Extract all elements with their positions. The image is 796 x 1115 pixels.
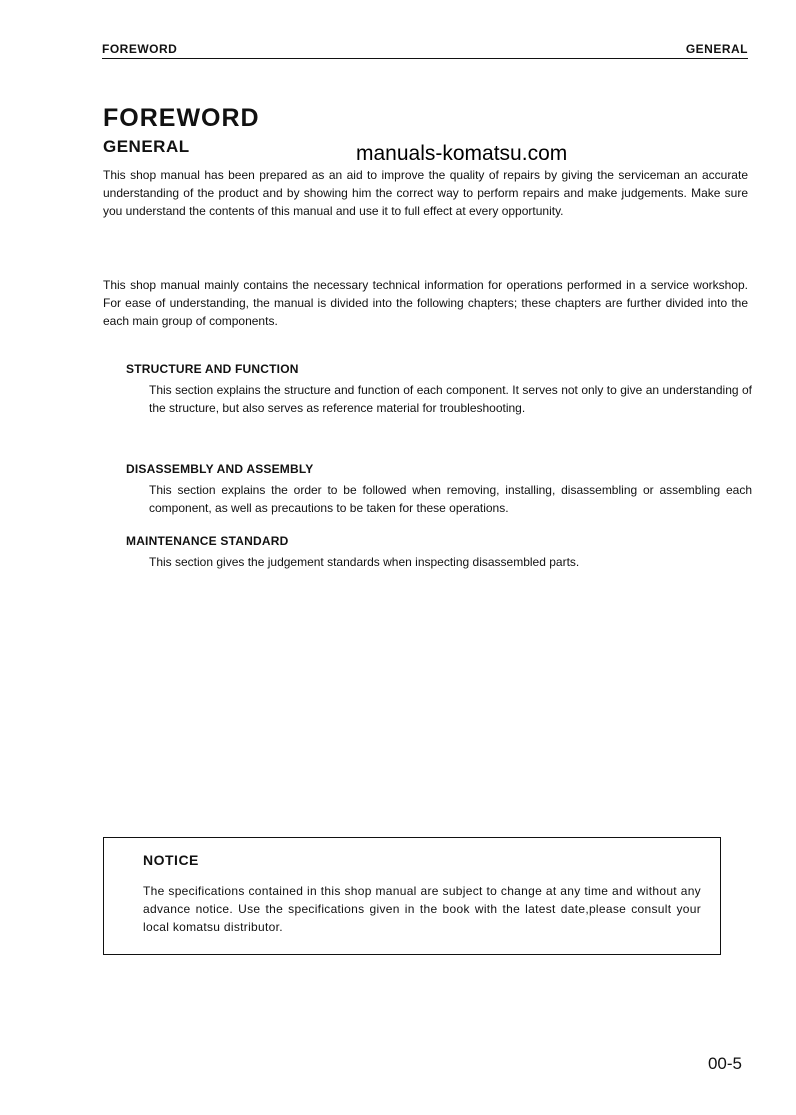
page-number: 00-5 (707, 1054, 742, 1073)
page-title: FOREWORD (103, 104, 260, 132)
running-header (102, 40, 748, 59)
notice-body: The specifications contained in this shop manual are subject to change at any time and without any advance notice. Use the specifications given in the book with the latest date,please consult your local komatsu distributor. (143, 884, 701, 934)
header-chapter-label: GENERAL (685, 42, 748, 56)
watermark-text: manuals-komatsu.com (356, 142, 568, 165)
section-heading-maintenance: MAINTENANCE STANDARD (126, 534, 289, 548)
section-body-disassembly: This section explains the order to be followed when removing, installing, disassembling or assembling each component, as well as precautions to be taken for these operations. (149, 483, 752, 515)
notice-title: NOTICE (143, 852, 199, 868)
intro-paragraph: This shop manual has been prepared as an aid to improve the quality of repairs by giving the serviceman an accurate understanding of the product and by showing him the correct way to perform repairs and make judgements. Make sure you understand the contents of this manual and use it to full effect at every opportunity. (103, 168, 748, 218)
header-section-label: FOREWORD (102, 42, 178, 56)
section-heading-structure: STRUCTURE AND FUNCTION (126, 362, 299, 376)
page-subtitle: GENERAL (103, 137, 190, 156)
section-body-maintenance: This section gives the judgement standards when inspecting disassembled parts. (149, 555, 580, 569)
section-heading-disassembly: DISASSEMBLY AND ASSEMBLY (126, 462, 314, 476)
notice-box (103, 837, 721, 955)
section-body-structure: This section explains the structure and function of each component. It serves not only to give an understanding of the structure, but also serves as reference material for troubleshooting. (149, 383, 752, 415)
chapters-paragraph: This shop manual mainly contains the necessary technical information for operations performed in a service workshop. For ease of understanding, the manual is divided into the following chapters; these chapters are further divided into the each main group of components. (103, 278, 748, 328)
